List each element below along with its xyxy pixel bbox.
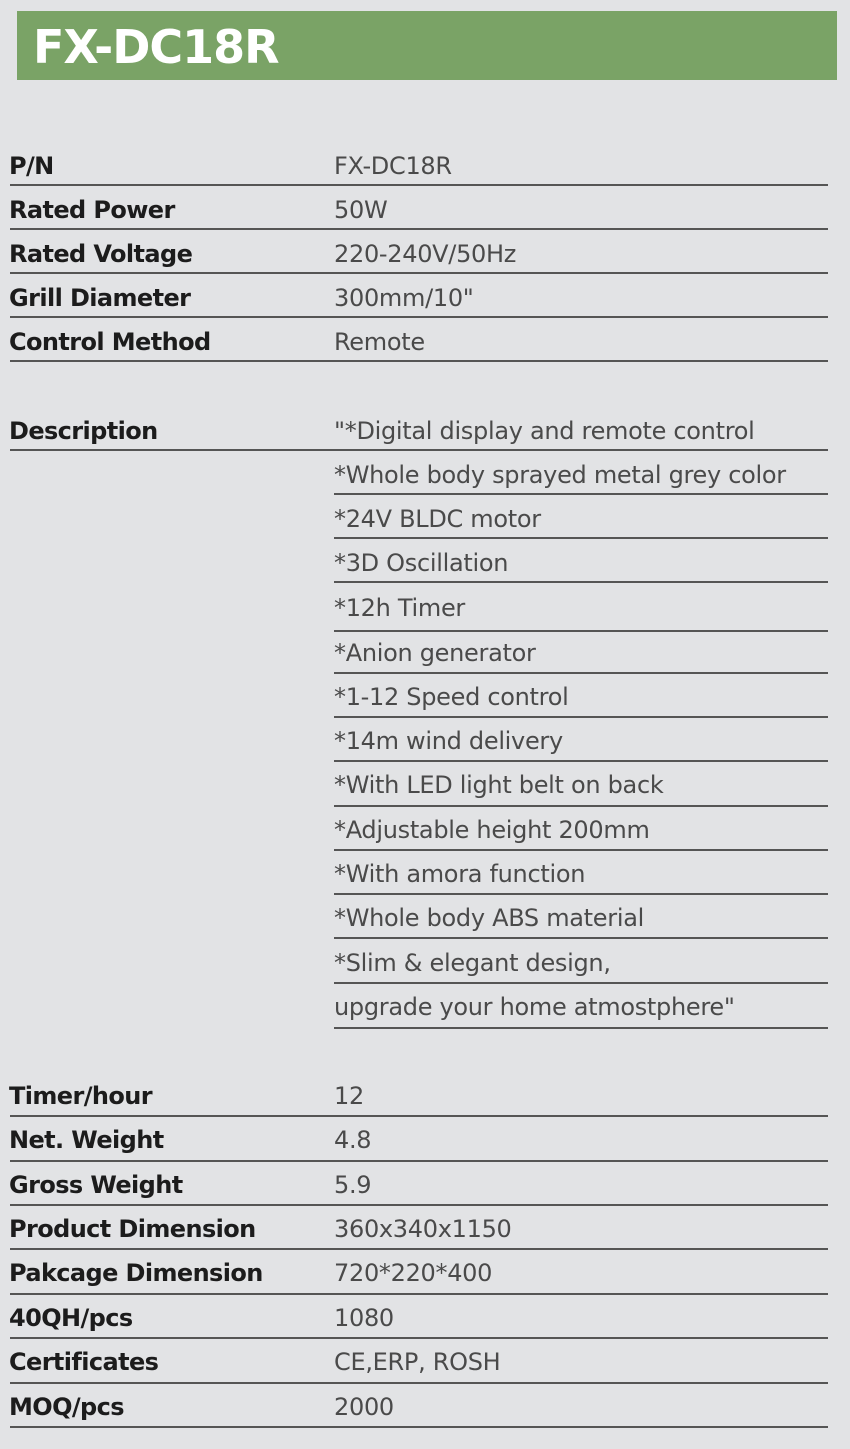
spec-label: Certificates (9, 1348, 159, 1376)
row-divider (10, 272, 828, 274)
spec-label: P/N (9, 152, 54, 180)
row-divider (334, 493, 828, 495)
spec-label: Grill Diameter (9, 284, 191, 312)
spec-value: 5.9 (334, 1171, 372, 1199)
row-divider (334, 1027, 828, 1029)
row-divider (10, 316, 828, 318)
spec-label: Pakcage Dimension (9, 1259, 263, 1287)
description-row (0, 540, 850, 584)
spec-row-net-weight (0, 1117, 850, 1161)
spec-value: 4.8 (334, 1126, 372, 1154)
description-row (0, 851, 850, 895)
spec-value: 300mm/10" (334, 284, 474, 312)
row-divider (10, 184, 828, 186)
spec-row-package-dimension (0, 1250, 850, 1294)
spec-row-40qh-pcs (0, 1295, 850, 1339)
spec-value: 12 (334, 1082, 364, 1110)
title-banner (17, 11, 837, 80)
spec-row-certificates (0, 1339, 850, 1383)
spec-value: Remote (334, 328, 425, 356)
spec-label: Net. Weight (9, 1126, 164, 1154)
row-divider (10, 1426, 828, 1428)
description-line: *24V BLDC motor (334, 505, 541, 533)
spec-label: Rated Power (9, 196, 175, 224)
description-line: *Whole body sprayed metal grey color (334, 461, 786, 489)
spec-label: Rated Voltage (9, 240, 193, 268)
spec-row-timer-hour (0, 1073, 850, 1117)
description-line: *1-12 Speed control (334, 683, 569, 711)
description-row (0, 452, 850, 496)
spec-label: Timer/hour (9, 1082, 152, 1110)
spec-row-moq-pcs (0, 1384, 850, 1428)
spec-label: Gross Weight (9, 1171, 183, 1199)
product-title: FX-DC18R (33, 20, 279, 74)
spec-label: Product Dimension (9, 1215, 256, 1243)
description-row (0, 807, 850, 851)
row-divider (10, 449, 828, 451)
spec-value: 2000 (334, 1393, 394, 1421)
description-row (0, 408, 850, 452)
description-line: *12h Timer (334, 594, 465, 622)
description-line: *With LED light belt on back (334, 771, 664, 799)
spec-value: 1080 (334, 1304, 394, 1332)
description-row (0, 674, 850, 718)
description-row (0, 718, 850, 762)
spec-row-rated-power (0, 187, 850, 231)
row-divider (10, 228, 828, 230)
description-line: *Anion generator (334, 639, 536, 667)
description-line: *Adjustable height 200mm (334, 816, 650, 844)
description-line: *14m wind delivery (334, 727, 563, 755)
row-divider (334, 537, 828, 539)
spec-row-gross-weight (0, 1162, 850, 1206)
description-row (0, 630, 850, 674)
spec-row-grill-diameter (0, 275, 850, 319)
description-label: Description (9, 417, 158, 445)
description-row (0, 940, 850, 984)
spec-value: 360x340x1150 (334, 1215, 512, 1243)
description-row (0, 895, 850, 939)
description-line: *Whole body ABS material (334, 904, 644, 932)
description-row (0, 762, 850, 806)
spec-row-control-method (0, 319, 850, 363)
spec-label: MOQ/pcs (9, 1393, 124, 1421)
description-line: upgrade your home atmostphere" (334, 993, 735, 1021)
spec-value: FX-DC18R (334, 152, 452, 180)
spec-value: CE,ERP, ROSH (334, 1348, 501, 1376)
description-line: *With amora function (334, 860, 586, 888)
description-row (0, 984, 850, 1028)
spec-row-product-dimension (0, 1206, 850, 1250)
row-divider (334, 937, 828, 939)
spec-row-pn (0, 143, 850, 187)
description-line: *Slim & elegant design, (334, 949, 611, 977)
description-row (0, 496, 850, 540)
row-divider (10, 360, 828, 362)
description-line: "*Digital display and remote control (334, 417, 755, 445)
description-line: *3D Oscillation (334, 549, 509, 577)
spec-value: 720*220*400 (334, 1259, 493, 1287)
description-row (0, 585, 850, 629)
spec-value: 50W (334, 196, 388, 224)
spec-value: 220-240V/50Hz (334, 240, 517, 268)
spec-row-rated-voltage (0, 231, 850, 275)
row-divider (334, 581, 828, 583)
spec-label: 40QH/pcs (9, 1304, 133, 1332)
spec-label: Control Method (9, 328, 211, 356)
